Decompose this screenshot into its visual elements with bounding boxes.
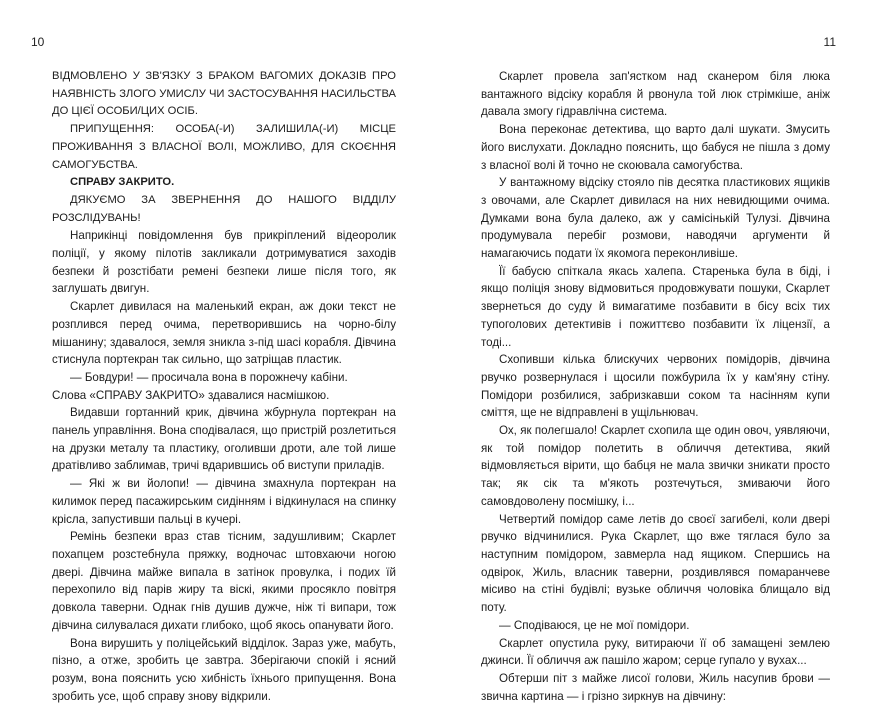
text-paragraph: Ремінь безпеки враз став тісним, задушливим; Скарлет похапцем розстебнула пряжку, водночас штовхаючи ногою двері. Дівчина майже випала в затінок провулка, і подих їй перехопило від парів жиру та віскі, якими просякло повітря довкола таверни. Однак гнів душив дужче, ніж ті випари, тож дівчина силувалася дихати глибоко, щоб якось опанувати його. <box>52 528 396 634</box>
text-paragraph: Видавши гортанний крик, дівчина жбурнула портекран на панель управління. Вона сподівалася, що пристрій розлетиться на друзки металу та пластику, оголивши дроти, але той лише дратівливо заблимав, тричі вдарившись об виступи приладів. <box>52 404 396 475</box>
dialogue-paragraph: — Бовдури! — просичала вона в порожнечу кабіни. <box>52 369 396 387</box>
left-page-text <box>52 68 396 705</box>
text-paragraph: Її бабусю спіткала якась халепа. Старенька була в біді, і якщо поліція знову відмовиться продовжувати пошуки, Скарлет звернеться до суду й вимагатиме позбавити в бісу всіх тих тупоголових детективів і пожиттєво позбавити їх ліцензії, а тоді... <box>481 263 830 352</box>
text-paragraph: У вантажному відсіку стояло пів десятка пластикових ящиків з овочами, але Скарлет дивилася на них невидющими очима. Думками вона була далеко, аж у самісінькій Тулузі. Дівчина продумувала перебіг розмови, наводячи аргументи й намагаючись подати їх якомога переконливіше. <box>481 174 830 263</box>
text-paragraph: Скарлет опустила руку, витираючи її об замащені землею джинси. Її обличчя аж пашіло жаром; серце гупало у вухах... <box>481 635 830 670</box>
text-paragraph: Ох, як полегшало! Скарлет схопила ще один овоч, уявляючи, як той помідор полетить в обличчя детектива, який відмовляється вірити, що бабця не мала звички зникати просто так; як сік та м'якоть розтечуться, змиваючи його самовдоволену посмішку, і... <box>481 422 830 511</box>
left-page <box>0 0 436 650</box>
page-number-left: 10 <box>31 35 44 49</box>
dialogue-paragraph: — Сподіваюся, це не мої помідори. <box>481 617 830 635</box>
text-paragraph: Скарлет провела зап'ястком над сканером біля люка вантажного відсіку корабля й рвонула той люк стрімкіше, аніж давала змогу гідравлічна система. <box>481 68 830 121</box>
text-paragraph: Наприкінці повідомлення був прикріплений відеоролик поліції, у якому пілотів закликали дотримуватися заходів безпеки й розстібати ремені безпеки лише після того, як заглушать двигун. <box>52 227 396 298</box>
case-closed-heading: СПРАВУ ЗАКРИТО. <box>52 174 396 192</box>
text-paragraph: Схопивши кілька блискучих червоних помідорів, дівчина рвучко розвернулася і щосили пожбурила їх у кам'яну стіну. Помідори розбилися, забризкавши соком та насінням купи сміття, ще не відправлені в ущільнювач. <box>481 351 830 422</box>
page-number-right: 11 <box>824 35 836 49</box>
text-paragraph: Вона вирушить у поліцейський відділок. Зараз уже, мабуть, пізно, а отже, зробить це завтра. Зберігаючи спокій і ясний розум, вона пояснить усю хибність їхнього припущення. Вона зробить усе, щоб справу знову відкрили. <box>52 635 396 705</box>
text-paragraph: Слова «СПРАВУ ЗАКРИТО» здавалися насмішкою. <box>52 387 396 405</box>
text-paragraph: Скарлет дивилася на маленький екран, аж доки текст не розплився перед очима, перетворившись на чорно-білу мішанину; здавалося, земля зникла з-під шасі корабля. Дівчина стиснула портекран так сильно, що затріщав пластик. <box>52 298 396 369</box>
right-page <box>436 0 872 650</box>
dialogue-paragraph: — Які ж ви йолопи! — дівчина змахнула портекран на килимок перед пасажирським сидінням і відкинулася на спинку крісла, запустивши пальці в кучері. <box>52 475 396 528</box>
text-paragraph: Обтерши піт з майже лисої голови, Жиль насупив брови — звична картина — і грізно зиркнув на дівчину: <box>481 670 830 705</box>
text-paragraph: Вона переконає детектива, що варто далі шукати. Змусить його вислухати. Докладно пояснить, що бабуся не пішла з дому з власної волі й точно не скоювала самогубства. <box>481 121 830 174</box>
notice-paragraph: ВІДМОВЛЕНО У ЗВ'ЯЗКУ З БРАКОМ ВАГОМИХ ДОКАЗІВ ПРО НАЯВНІСТЬ ЗЛОГО УМИСЛУ ЧИ ЗАСТОСУВАННЯ НАСИЛЬСТВА ДО ЦІЄЇ ОСОБИ/ЦИХ ОСІБ. <box>52 68 396 121</box>
notice-paragraph: ДЯКУЄМО ЗА ЗВЕРНЕННЯ ДО НАШОГО ВІДДІЛУ РОЗСЛІДУВАНЬ! <box>52 192 396 227</box>
right-page-text <box>481 68 830 705</box>
notice-paragraph: ПРИПУЩЕННЯ: ОСОБА(-И) ЗАЛИШИЛА(-И) МІСЦЕ ПРОЖИВАННЯ З ВЛАСНОЇ ВОЛІ, МОЖЛИВО, ДЛЯ СКОЄННЯ САМОГУБСТВА. <box>52 121 396 174</box>
text-paragraph: Четвертий помідор саме летів до своєї загибелі, коли двері рвучко відчинилися. Рука Скарлет, що вже тяглася було за наступним помідором, завмерла над ящиком. Спершись на одвірок, Жиль, власник таверни, роздивлявся помаранчеве місиво на стіні будівлі; вузьке обличчя чоловіка блищало від поту. <box>481 511 830 617</box>
